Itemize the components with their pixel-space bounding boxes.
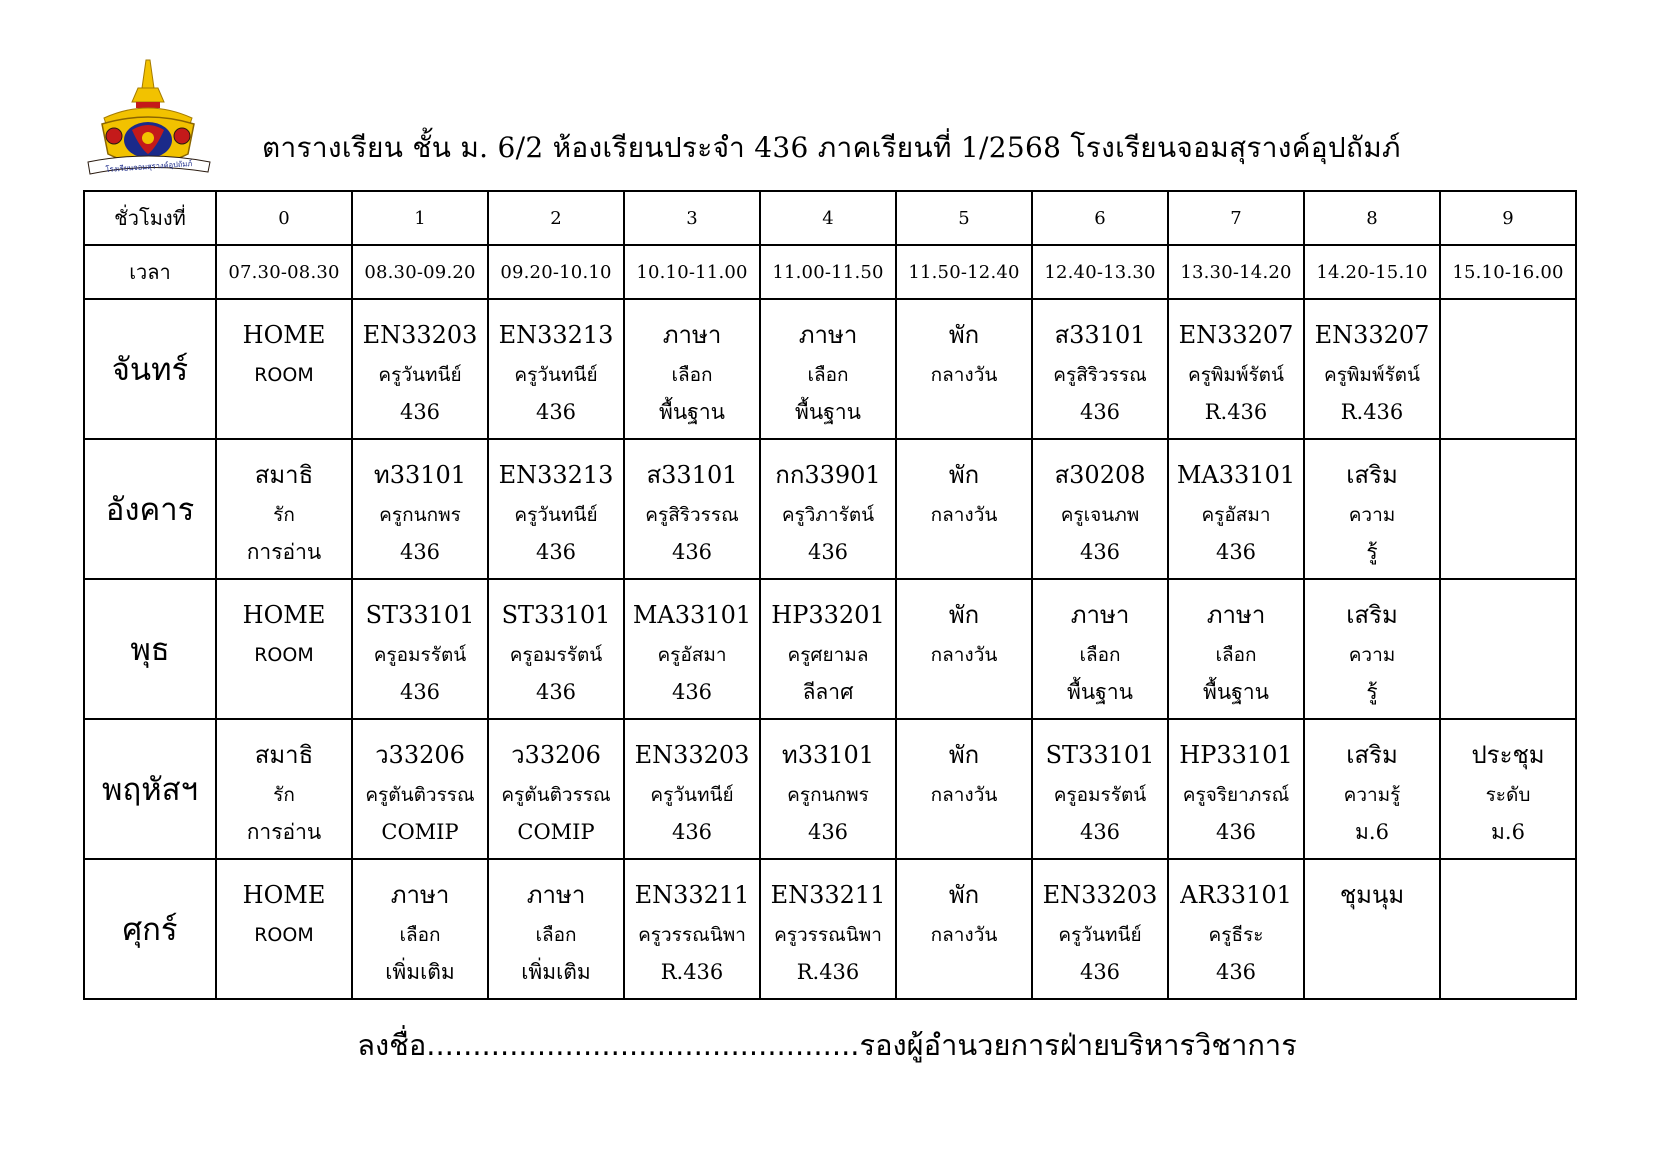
teacher-name: ความ xyxy=(1348,504,1396,526)
room-info: 436 xyxy=(399,680,441,704)
class-cell xyxy=(488,299,624,439)
period-number: 3 xyxy=(624,191,760,245)
subject-code: HP33101 xyxy=(1179,741,1293,769)
subject-code: ภาษา xyxy=(662,321,722,349)
subject-code: EN33213 xyxy=(498,321,614,349)
subject-code: ภาษา xyxy=(526,881,586,909)
class-cell xyxy=(1032,719,1168,859)
class-cell xyxy=(352,859,488,999)
room-info: 436 xyxy=(1215,820,1257,844)
room-info: รู้ xyxy=(1366,680,1378,704)
teacher-name: ครูพิมพ์รัตน์ xyxy=(1323,364,1421,386)
class-cell xyxy=(488,579,624,719)
teacher-name: กลางวัน xyxy=(930,364,998,386)
teacher-name: ครูวิภารัตน์ xyxy=(781,504,875,526)
subject-code: EN33203 xyxy=(634,741,750,769)
day-name: อังคาร xyxy=(84,439,216,579)
class-cell xyxy=(1032,859,1168,999)
teacher-name: ครูกนกพร xyxy=(787,784,869,806)
teacher-name: เลือก xyxy=(399,924,441,946)
class-cell xyxy=(760,439,896,579)
teacher-name: กลางวัน xyxy=(930,504,998,526)
class-cell xyxy=(1304,299,1440,439)
room-info: COMIP xyxy=(517,820,595,844)
teacher-name: ครูกนกพร xyxy=(379,504,461,526)
subject-code: ชุมนุม xyxy=(1339,881,1405,909)
teacher-name: ROOM xyxy=(254,644,314,666)
day-row xyxy=(84,579,1576,719)
room-info: 436 xyxy=(807,820,849,844)
teacher-name: ครูศยามล xyxy=(787,644,869,666)
day-name: พฤหัสฯ xyxy=(84,719,216,859)
subject-code: เสริม xyxy=(1346,601,1398,629)
period-number: 2 xyxy=(488,191,624,245)
class-cell xyxy=(1440,719,1576,859)
class-cell xyxy=(352,719,488,859)
teacher-name: ครูอมรรัตน์ xyxy=(1053,784,1147,806)
class-cell xyxy=(896,299,1032,439)
teacher-name: ครูตันติวรรณ xyxy=(365,784,475,806)
subject-code: ST33101 xyxy=(501,601,611,629)
class-cell xyxy=(1032,579,1168,719)
teacher-name: ครูวรรณนิพา xyxy=(774,924,882,946)
class-cell xyxy=(896,579,1032,719)
subject-code: HOME xyxy=(242,881,326,909)
time-label: เวลา xyxy=(84,245,216,299)
subject-code: ภาษา xyxy=(798,321,858,349)
class-cell xyxy=(760,579,896,719)
room-info: พื้นฐาน xyxy=(795,400,861,424)
class-cell xyxy=(352,299,488,439)
day-name: ศุกร์ xyxy=(84,859,216,999)
room-info: 436 xyxy=(671,540,713,564)
room-info: การอ่าน xyxy=(246,820,322,844)
subject-code: เสริม xyxy=(1346,461,1398,489)
room-info: 436 xyxy=(1079,540,1121,564)
period-number: 7 xyxy=(1168,191,1304,245)
teacher-name: กลางวัน xyxy=(930,924,998,946)
subject-code: พัก xyxy=(948,881,980,909)
subject-code: ประชุม xyxy=(1471,741,1545,769)
subject-code: ท33101 xyxy=(781,741,875,769)
class-cell xyxy=(624,719,760,859)
page-title: ตารางเรียน ชั้น ม. 6/2 ห้องเรียนประจำ 436 ภาคเรียนที่ 1/2568 โรงเรียนจอมสุรางค์อุปถัมภ์ xyxy=(262,131,1401,164)
subject-code: พัก xyxy=(948,601,980,629)
subject-code: HOME xyxy=(242,321,326,349)
period-number: 0 xyxy=(216,191,352,245)
subject-code: สมาธิ xyxy=(254,741,314,769)
time-slot: 11.50-12.40 xyxy=(896,245,1032,299)
teacher-name: ครูสิริวรรณ xyxy=(1053,364,1147,386)
room-info: รู้ xyxy=(1366,540,1378,564)
subject-code: ภาษา xyxy=(390,881,450,909)
room-info: R.436 xyxy=(796,960,860,984)
subject-code: EN33211 xyxy=(634,881,750,909)
teacher-name: กลางวัน xyxy=(930,784,998,806)
teacher-name: รัก xyxy=(273,784,295,806)
room-info: การอ่าน xyxy=(246,540,322,564)
teacher-name: กลางวัน xyxy=(930,644,998,666)
class-cell xyxy=(896,439,1032,579)
class-cell xyxy=(1440,859,1576,999)
class-cell xyxy=(624,579,760,719)
class-cell xyxy=(488,859,624,999)
class-cell xyxy=(896,719,1032,859)
class-cell xyxy=(1032,439,1168,579)
class-cell xyxy=(624,439,760,579)
subject-code: HP33201 xyxy=(771,601,885,629)
subject-code: ST33101 xyxy=(1045,741,1155,769)
teacher-name: ครูวันทนีย์ xyxy=(514,504,598,526)
signature-line: ลงชื่อ...............................................รองผู้อำนวยการฝ่ายบริหารวิชาการ xyxy=(357,1028,1297,1062)
class-cell xyxy=(896,859,1032,999)
class-cell xyxy=(760,719,896,859)
teacher-name: ROOM xyxy=(254,364,314,386)
class-cell xyxy=(760,299,896,439)
room-info: 436 xyxy=(1215,960,1257,984)
room-info: 436 xyxy=(535,400,577,424)
subject-code: EN33213 xyxy=(498,461,614,489)
room-info: เพิ่มเติม xyxy=(521,960,591,984)
time-slot: 15.10-16.00 xyxy=(1440,245,1576,299)
teacher-name: ครูเจนภพ xyxy=(1060,504,1140,526)
teacher-name: เลือก xyxy=(1215,644,1257,666)
period-header-row xyxy=(84,191,1576,245)
room-info: R.436 xyxy=(660,960,724,984)
class-cell xyxy=(352,579,488,719)
teacher-name: ครูอัสมา xyxy=(657,644,727,666)
class-cell xyxy=(216,299,352,439)
teacher-name: ครูธีระ xyxy=(1208,924,1264,946)
room-info: 436 xyxy=(535,540,577,564)
teacher-name: ครูสิริวรรณ xyxy=(645,504,739,526)
time-slot: 10.10-11.00 xyxy=(624,245,760,299)
room-info: R.436 xyxy=(1204,400,1268,424)
teacher-name: ระดับ xyxy=(1485,784,1531,806)
subject-code: EN33203 xyxy=(362,321,478,349)
time-slot: 07.30-08.30 xyxy=(216,245,352,299)
day-row xyxy=(84,859,1576,999)
subject-code: ส33101 xyxy=(646,461,738,489)
room-info: เพิ่มเติม xyxy=(385,960,455,984)
subject-code: ท33101 xyxy=(373,461,467,489)
class-cell xyxy=(1440,579,1576,719)
teacher-name: ครูอมรรัตน์ xyxy=(509,644,603,666)
subject-code: ว33206 xyxy=(511,741,601,769)
time-header-row xyxy=(84,245,1576,299)
subject-code: พัก xyxy=(948,461,980,489)
class-cell xyxy=(1304,719,1440,859)
class-cell xyxy=(1304,859,1440,999)
day-row xyxy=(84,299,1576,439)
timetable xyxy=(83,190,1577,1000)
room-info: 436 xyxy=(1079,820,1121,844)
day-row xyxy=(84,439,1576,579)
subject-code: MA33101 xyxy=(1176,461,1296,489)
class-cell xyxy=(488,439,624,579)
subject-code: พัก xyxy=(948,741,980,769)
subject-code: EN33203 xyxy=(1042,881,1158,909)
subject-code: ว33206 xyxy=(375,741,465,769)
subject-code: HOME xyxy=(242,601,326,629)
class-cell xyxy=(1032,299,1168,439)
school-logo xyxy=(84,58,214,178)
teacher-name: ครูจริยาภรณ์ xyxy=(1182,784,1290,806)
class-cell xyxy=(216,719,352,859)
period-number: 6 xyxy=(1032,191,1168,245)
class-cell xyxy=(1168,579,1304,719)
time-slot: 08.30-09.20 xyxy=(352,245,488,299)
subject-code: ภาษา xyxy=(1206,601,1266,629)
teacher-name: ครูพิมพ์รัตน์ xyxy=(1187,364,1285,386)
teacher-name: เลือก xyxy=(1079,644,1121,666)
subject-code: MA33101 xyxy=(632,601,752,629)
room-info: 436 xyxy=(671,680,713,704)
teacher-name: รัก xyxy=(273,504,295,526)
room-info: พื้นฐาน xyxy=(1067,680,1133,704)
day-row xyxy=(84,719,1576,859)
class-cell xyxy=(1168,719,1304,859)
subject-code: สมาธิ xyxy=(254,461,314,489)
room-info: 436 xyxy=(399,400,441,424)
subject-code: เสริม xyxy=(1346,741,1398,769)
subject-code: กก33901 xyxy=(775,461,881,489)
room-info: COMIP xyxy=(381,820,459,844)
period-number: 9 xyxy=(1440,191,1576,245)
subject-code: ST33101 xyxy=(365,601,475,629)
room-info: 436 xyxy=(1079,400,1121,424)
teacher-name: ครูวันทนีย์ xyxy=(378,364,462,386)
teacher-name: เลือก xyxy=(671,364,713,386)
teacher-name: ครูวันทนีย์ xyxy=(650,784,734,806)
class-cell xyxy=(624,859,760,999)
subject-code: EN33207 xyxy=(1178,321,1294,349)
period-label: ชั่วโมงที่ xyxy=(84,191,216,245)
room-info: พื้นฐาน xyxy=(659,400,725,424)
subject-code: EN33207 xyxy=(1314,321,1430,349)
day-name: พุธ xyxy=(84,579,216,719)
class-cell xyxy=(1440,299,1576,439)
teacher-name: ความรู้ xyxy=(1343,784,1401,806)
class-cell xyxy=(1168,299,1304,439)
period-number: 8 xyxy=(1304,191,1440,245)
class-cell xyxy=(760,859,896,999)
subject-code: ส30208 xyxy=(1054,461,1146,489)
room-info: ลีลาศ xyxy=(802,680,854,704)
room-info: R.436 xyxy=(1340,400,1404,424)
room-info: พื้นฐาน xyxy=(1203,680,1269,704)
class-cell xyxy=(1168,439,1304,579)
class-cell xyxy=(624,299,760,439)
room-info: 436 xyxy=(399,540,441,564)
teacher-name: ครูวันทนีย์ xyxy=(514,364,598,386)
teacher-name: ROOM xyxy=(254,924,314,946)
teacher-name: เลือก xyxy=(807,364,849,386)
period-number: 5 xyxy=(896,191,1032,245)
class-cell xyxy=(1440,439,1576,579)
class-cell xyxy=(216,859,352,999)
class-cell xyxy=(488,719,624,859)
subject-code: ภาษา xyxy=(1070,601,1130,629)
room-info: 436 xyxy=(807,540,849,564)
class-cell xyxy=(352,439,488,579)
class-cell xyxy=(216,579,352,719)
teacher-name: เลือก xyxy=(535,924,577,946)
subject-code: EN33211 xyxy=(770,881,886,909)
room-info: 436 xyxy=(1215,540,1257,564)
teacher-name: ครูตันติวรรณ xyxy=(501,784,611,806)
class-cell xyxy=(1168,859,1304,999)
class-cell xyxy=(216,439,352,579)
teacher-name: ความ xyxy=(1348,644,1396,666)
period-number: 1 xyxy=(352,191,488,245)
teacher-name: ครูวรรณนิพา xyxy=(638,924,746,946)
class-cell xyxy=(1304,439,1440,579)
logo-caption: โรงเรียนจอมสุรางค์อุปถัมภ์ xyxy=(105,158,193,175)
teacher-name: ครูวันทนีย์ xyxy=(1058,924,1142,946)
time-slot: 09.20-10.10 xyxy=(488,245,624,299)
period-number: 4 xyxy=(760,191,896,245)
room-info: 436 xyxy=(535,680,577,704)
subject-code: AR33101 xyxy=(1180,881,1292,909)
time-slot: 14.20-15.10 xyxy=(1304,245,1440,299)
subject-code: ส33101 xyxy=(1054,321,1146,349)
subject-code: พัก xyxy=(948,321,980,349)
time-slot: 11.00-11.50 xyxy=(760,245,896,299)
teacher-name: ครูอมรรัตน์ xyxy=(373,644,467,666)
class-cell xyxy=(1304,579,1440,719)
time-slot: 12.40-13.30 xyxy=(1032,245,1168,299)
room-info: ม.6 xyxy=(1355,820,1389,844)
teacher-name: ครูอัสมา xyxy=(1201,504,1271,526)
time-slot: 13.30-14.20 xyxy=(1168,245,1304,299)
day-name: จันทร์ xyxy=(84,299,216,439)
room-info: ม.6 xyxy=(1491,820,1525,844)
room-info: 436 xyxy=(1079,960,1121,984)
room-info: 436 xyxy=(671,820,713,844)
